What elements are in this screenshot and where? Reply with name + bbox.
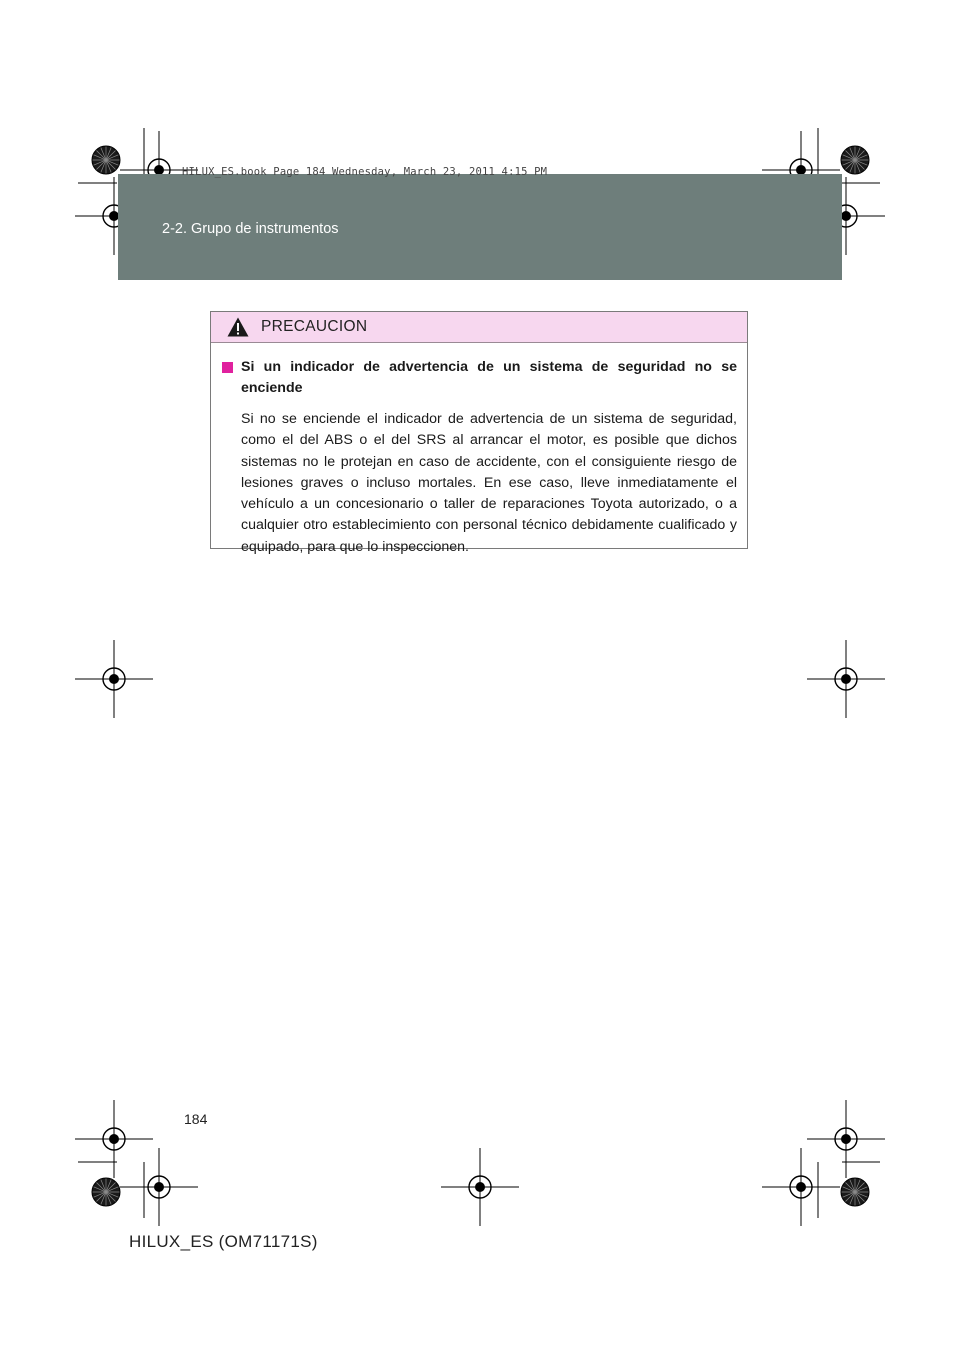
section-title: 2-2. Grupo de instrumentos — [162, 221, 339, 237]
caution-box — [210, 311, 748, 555]
caution-header — [211, 312, 747, 343]
caution-label: PRECAUCION — [261, 318, 368, 335]
book-stamp: HILUX_ES.book Page 184 Wednesday, March 23, 2011 4:15 PM — [182, 166, 548, 178]
document-code: HILUX_ES (OM71171S) — [129, 1232, 318, 1251]
square-bullet-icon — [222, 362, 233, 373]
caution-text: Si no se enciende el indicador de advertencia de un sistema de seguridad, como el del ABS o el del SRS al arrancar el motor, es posible que dichos sistemas no le protejan en caso de accidente, con el consiguiente riesgo de lesiones graves o incluso mortales. En ese caso, lleve inmediatamente el vehículo a un concesionario o taller de reparaciones Toyota autorizado, o a cualquier otro establecimiento con personal técnico debidamente cualificado y equipado, para que lo inspeccionen. — [241, 411, 737, 555]
caution-body — [211, 343, 747, 558]
warning-triangle-icon — [227, 317, 249, 337]
page-number: 184 — [184, 1111, 208, 1127]
caution-heading: Si un indicador de advertencia de un sistema de seguridad no se enciende — [241, 359, 737, 396]
